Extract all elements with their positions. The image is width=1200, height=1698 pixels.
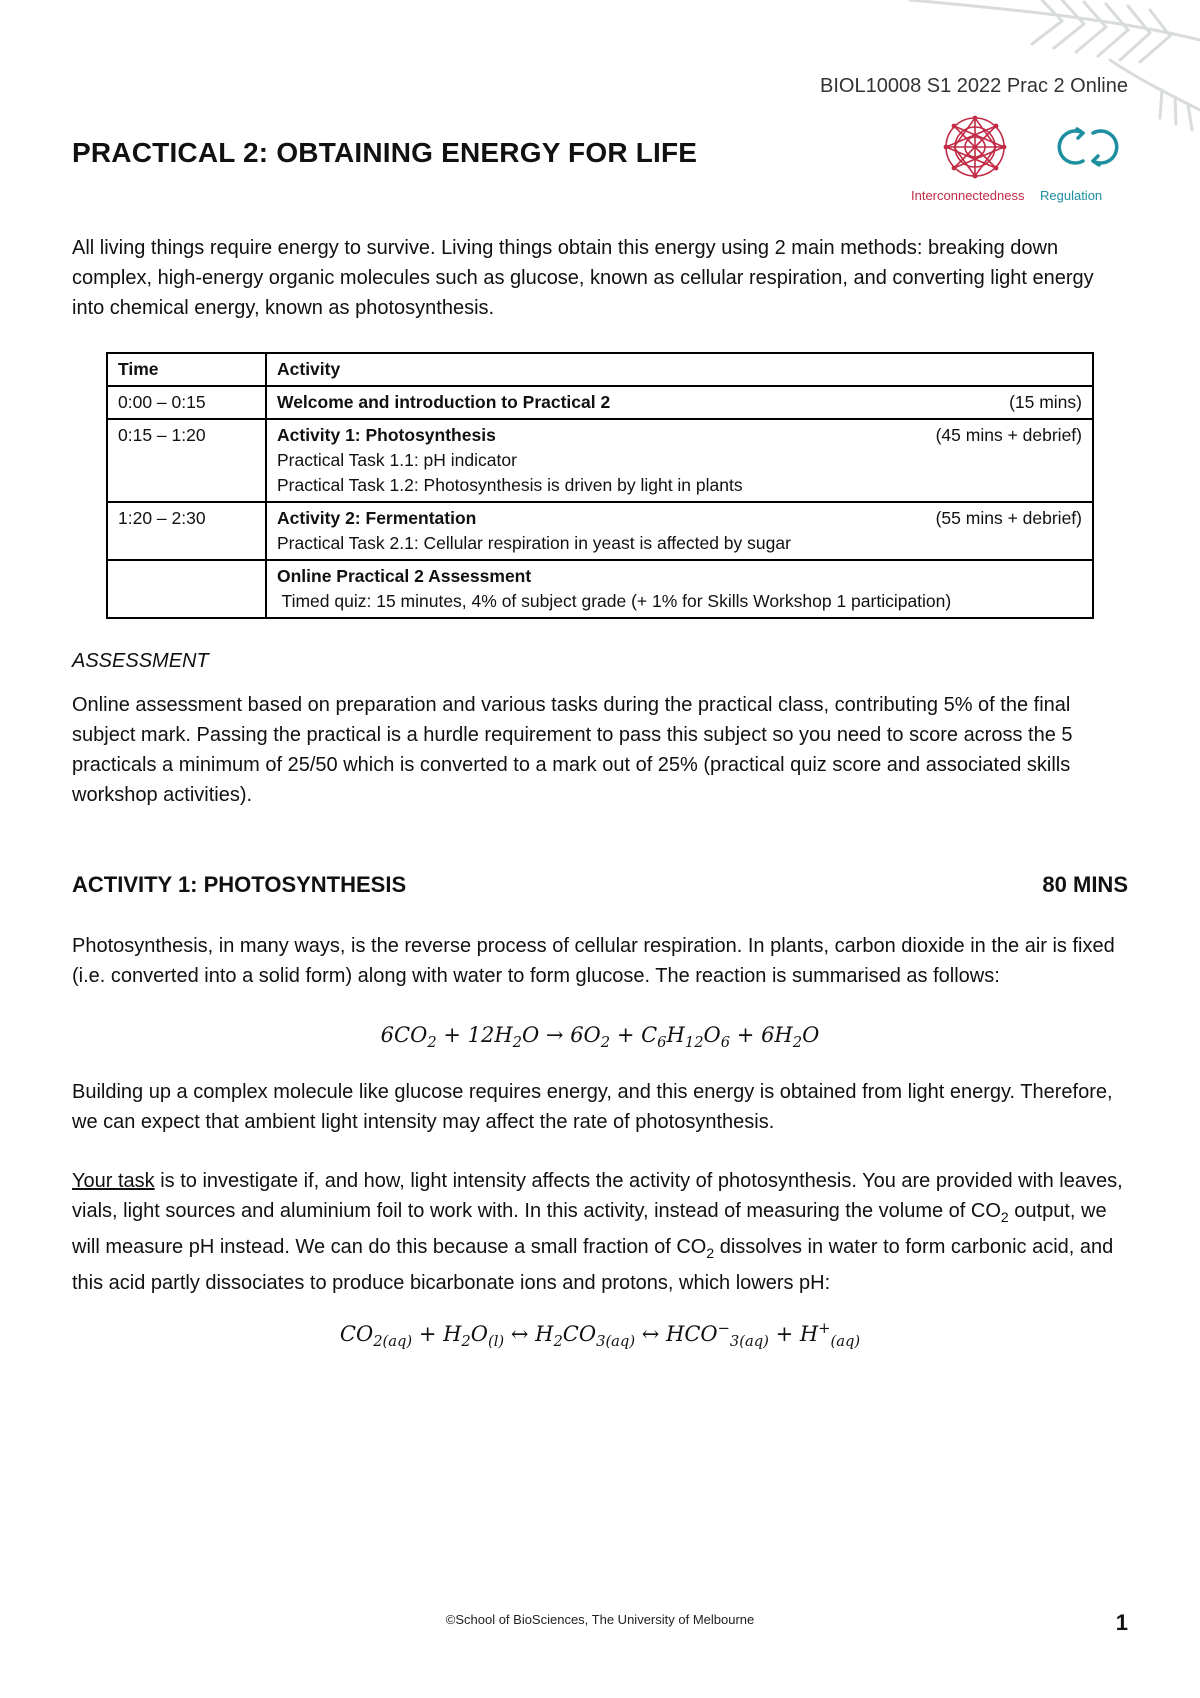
subscript: 2 [706,1245,715,1261]
activity-title: Welcome and introduction to Practical 2 [277,392,611,412]
activity-title: Activity 1: Photosynthesis [277,425,496,445]
activity-title: Activity 2: Fermentation [277,508,477,528]
eq-superscript: + [818,1320,831,1337]
subscript: 2 [1000,1209,1009,1225]
regulation-label: Regulation [1040,188,1103,203]
table-header-time: Time [107,353,266,386]
eq-term: 6CO [380,1023,428,1047]
task-text: is to investigate if, and how, light intensity affects the activity of photosynthesis. You are provided with leaves, vials, light sources and aluminium foil to work with. In this activity, instead of measuring the volume of CO [72,1170,1123,1222]
eq-subscript: 3(aq) [596,1333,636,1351]
eq-term: O → 6O [522,1023,601,1047]
eq-subscript: 2 [600,1034,611,1052]
eq-subscript: 6 [720,1034,731,1052]
task-text: output, we will measure pH instead. We can do this because a small fraction of CO [72,1200,1107,1258]
eq-term: + 12H [436,1023,513,1047]
task-paragraph [72,1166,1128,1298]
building-paragraph: Building up a complex molecule like glucose requires energy, and this energy is obtained from light energy. Therefore, we can expect that ambient light intensity may affect the rate of photosynthesis. [72,1081,1113,1133]
activity-title: Online Practical 2 Assessment [277,566,532,586]
table-header-row [107,353,1093,386]
carbonic-acid-equation [0,1320,1200,1350]
eq-subscript: (l) [488,1333,505,1351]
eq-term: CO [562,1322,597,1346]
eq-term: + H [412,1322,462,1346]
assessment-paragraph: Online assessment based on preparation and various tasks during the practical class, contributing 5% of the final subject mark. Passing the practical is a hurdle requirement to pass this subject so you need to score across the 5 practicals a minimum of 25/50 which is converted to a mark out of 25% (practical quiz score and associated skills workshop activities). [72,694,1073,806]
eq-subscript: 12 [684,1034,704,1052]
row-time: 0:00 – 0:15 [107,386,266,419]
eq-subscript: 2 [427,1034,437,1052]
eq-subscript: (aq) [830,1333,861,1351]
table-header-activity: Activity [266,353,1093,386]
interconnectedness-icon [943,115,1007,179]
activity1-heading: ACTIVITY 1: PHOTOSYNTHESIS [72,872,407,897]
row-time: 0:15 – 1:20 [107,419,266,502]
row-time: 1:20 – 2:30 [107,502,266,560]
eq-term: H [666,1023,685,1047]
page-title: PRACTICAL 2: OBTAINING ENERGY FOR LIFE [72,137,698,168]
activity-duration: (55 mins + debrief) [935,508,1082,528]
activity-duration: (45 mins + debrief) [935,425,1082,445]
page-number: 1 [1115,1610,1128,1635]
eq-term: O [470,1322,488,1346]
eq-term: O [703,1023,721,1047]
theme-logos [903,115,1133,205]
intro-paragraph: All living things require energy to survive. Living things obtain this energy using 2 main methods: breaking down complex, high-energy organic molecules such as glucose, known as cellular respiration, and converting light energy into chemical energy, known as photosynthesis. [72,237,1094,319]
footer-copyright: ©School of BioSciences, The University of Melbourne [445,1612,755,1627]
eq-subscript: 2(aq) [373,1333,413,1351]
activity-task: Timed quiz: 15 minutes, 4% of subject grade (+ 1% for Skills Workshop 1 participation) [277,591,952,611]
activity1-heading-row [72,872,1128,898]
eq-term: ↔ H [504,1322,554,1346]
activity-task: Practical Task 2.1: Cellular respiration in yeast is affected by sugar [277,533,791,553]
activity-task: Practical Task 1.1: pH indicator [277,450,517,470]
interconnectedness-label: Interconnectedness [911,188,1025,203]
regulation-icon [1053,123,1123,171]
activity-duration: (15 mins) [1009,392,1082,412]
course-reference: BIOL10008 S1 2022 Prac 2 Online [820,75,1128,97]
row-activity [266,386,1093,419]
table-row [107,502,1093,560]
eq-subscript: 2 [792,1034,803,1052]
photosynthesis-intro: Photosynthesis, in many ways, is the reverse process of cellular respiration. In plants, carbon dioxide in the air is fixed (i.e. converted into a solid form) along with water to form glucose. The reaction is summarised as follows: [72,935,1115,987]
row-activity [266,419,1093,502]
eq-subscript: 3(aq) [729,1333,769,1351]
eq-term: + C [610,1023,658,1047]
row-time [107,560,266,618]
eq-term: + 6H [730,1023,793,1047]
row-activity [266,560,1093,618]
eq-superscript: − [717,1320,730,1337]
activity1-duration: 80 MINS [1042,872,1128,897]
eq-subscript: 2 [553,1333,563,1351]
schedule-table [106,352,1094,619]
eq-term: + H [768,1322,819,1346]
assessment-heading: ASSESSMENT [72,650,209,672]
eq-term: O [802,1023,820,1047]
eq-subscript: 2 [461,1333,471,1351]
eq-term: CO [339,1322,374,1346]
photosynthesis-equation [0,1023,1200,1051]
task-label: Your task [72,1170,155,1192]
table-row [107,386,1093,419]
table-row [107,419,1093,502]
eq-subscript: 6 [657,1034,667,1052]
table-row [107,560,1093,618]
task-text: dissolves in water to form carbonic acid, and this acid partly dissociates to produce bicarbonate ions and protons, which lowers pH: [72,1236,1114,1294]
eq-subscript: 2 [512,1034,523,1052]
row-activity [266,502,1093,560]
activity-task: Practical Task 1.2: Photosynthesis is driven by light in plants [277,475,743,495]
eq-term: ↔ HCO [635,1322,718,1346]
